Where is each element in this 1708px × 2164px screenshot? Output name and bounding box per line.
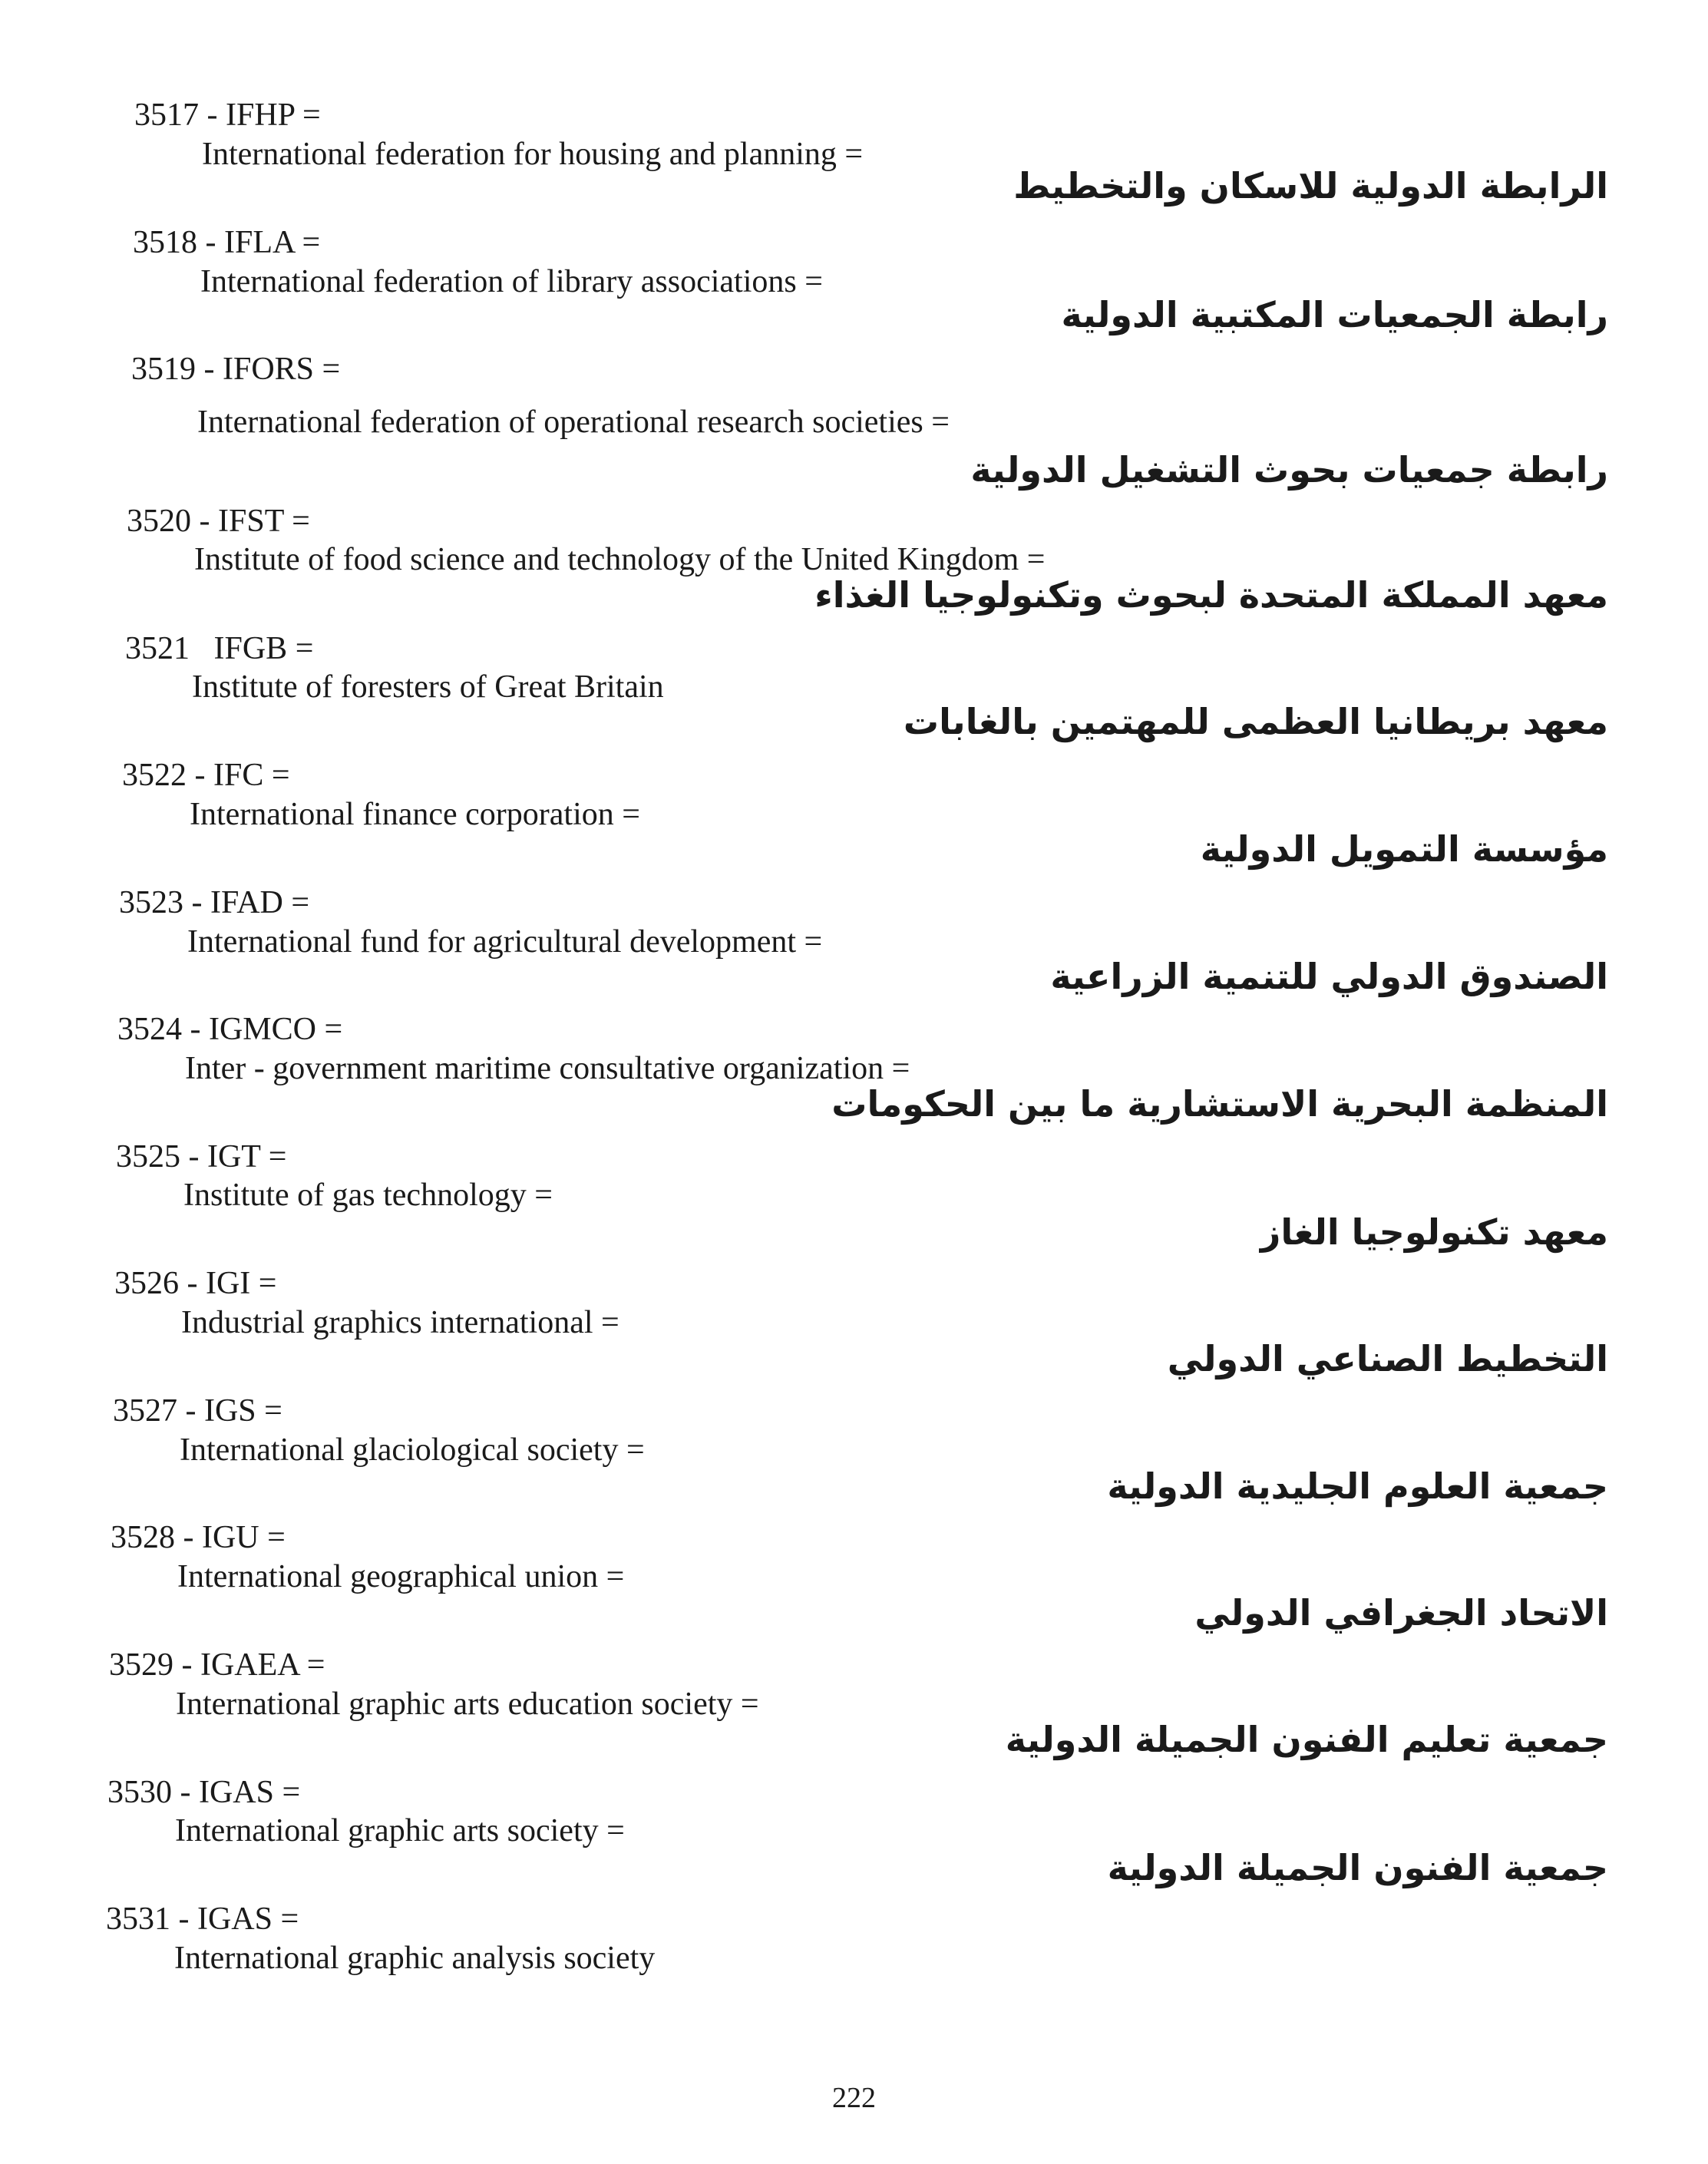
entry-english-term: International finance corporation = [190, 797, 640, 832]
entry-arabic-term: رابطة جمعيات بحوث التشغيل الدولية [970, 449, 1608, 491]
entry-english-term: International federation for housing and planning = [202, 137, 864, 172]
entry-heading: 3524 - IGMCO = [117, 1012, 343, 1047]
entry-heading: 3520 - IFST = [127, 504, 310, 539]
entry-heading: 3530 - IGAS = [107, 1775, 301, 1810]
entry-heading: 3528 - IGU = [111, 1520, 286, 1555]
entry-arabic-term: معهد تكنولوجيا الغاز [1260, 1211, 1608, 1253]
entry-english-term: International graphic arts society = [175, 1813, 625, 1848]
entry-arabic-term: المنظمة البحرية الاستشارية ما بين الحكومات [831, 1083, 1608, 1125]
entry-english-term: Inter - government maritime consultative organization = [185, 1051, 910, 1086]
entry-english-term: Institute of food science and technology of the United Kingdom = [194, 542, 1046, 577]
entry-arabic-term: التخطيط الصناعي الدولي [1167, 1338, 1608, 1379]
page-number: 222 [832, 2082, 876, 2114]
entry-arabic-term: مؤسسة التمويل الدولية [1200, 828, 1608, 870]
entry-english-term: International geographical union = [177, 1559, 625, 1594]
entry-arabic-term: الاتحاد الجغرافي الدولي [1194, 1592, 1608, 1634]
entry-english-term: International federation of library associations = [200, 264, 823, 299]
entry-heading: 3525 - IGT = [116, 1139, 287, 1175]
entry-arabic-term: معهد بريطانيا العظمى للمهتمين بالغابات [903, 701, 1608, 742]
entry-english-term: International federation of operational research societies = [197, 405, 950, 440]
entry-english-term: Industrial graphics international = [181, 1305, 619, 1340]
entry-heading: 3522 - IFC = [122, 758, 290, 793]
entry-arabic-term: جمعية الفنون الجميلة الدولية [1107, 1847, 1608, 1888]
entry-heading: 3521 IFGB = [125, 631, 314, 666]
entry-heading: 3523 - IFAD = [119, 885, 310, 920]
entry-english-term: International fund for agricultural development = [187, 924, 823, 960]
entry-heading: 3529 - IGAEA = [109, 1647, 325, 1683]
entry-arabic-term: جمعية تعليم الفنون الجميلة الدولية [1005, 1719, 1608, 1760]
entry-english-term: International graphic analysis society [174, 1941, 656, 1976]
entry-heading: 3531 - IGAS = [106, 1901, 299, 1937]
entry-heading: 3527 - IGS = [113, 1393, 282, 1429]
entry-english-term: Institute of foresters of Great Britain [192, 669, 664, 705]
entry-heading: 3517 - IFHP = [134, 97, 321, 133]
entry-arabic-term: الصندوق الدولي للتنمية الزراعية [1050, 956, 1608, 997]
entry-heading: 3518 - IFLA = [133, 225, 321, 260]
entry-arabic-term: رابطة الجمعيات المكتبية الدولية [1061, 294, 1608, 335]
entry-heading: 3526 - IGI = [114, 1266, 277, 1301]
entry-english-term: International glaciological society = [180, 1432, 645, 1468]
entry-english-term: International graphic arts education society = [176, 1687, 759, 1722]
entry-arabic-term: معهد المملكة المتحدة لبحوث وتكنولوجيا الغذاء [814, 574, 1608, 616]
entry-arabic-term: الرابطة الدولية للاسكان والتخطيط [1013, 165, 1608, 206]
entry-english-term: Institute of gas technology = [183, 1178, 553, 1213]
entry-heading: 3519 - IFORS = [131, 352, 341, 387]
entry-arabic-term: جمعية العلوم الجليدية الدولية [1107, 1465, 1608, 1507]
